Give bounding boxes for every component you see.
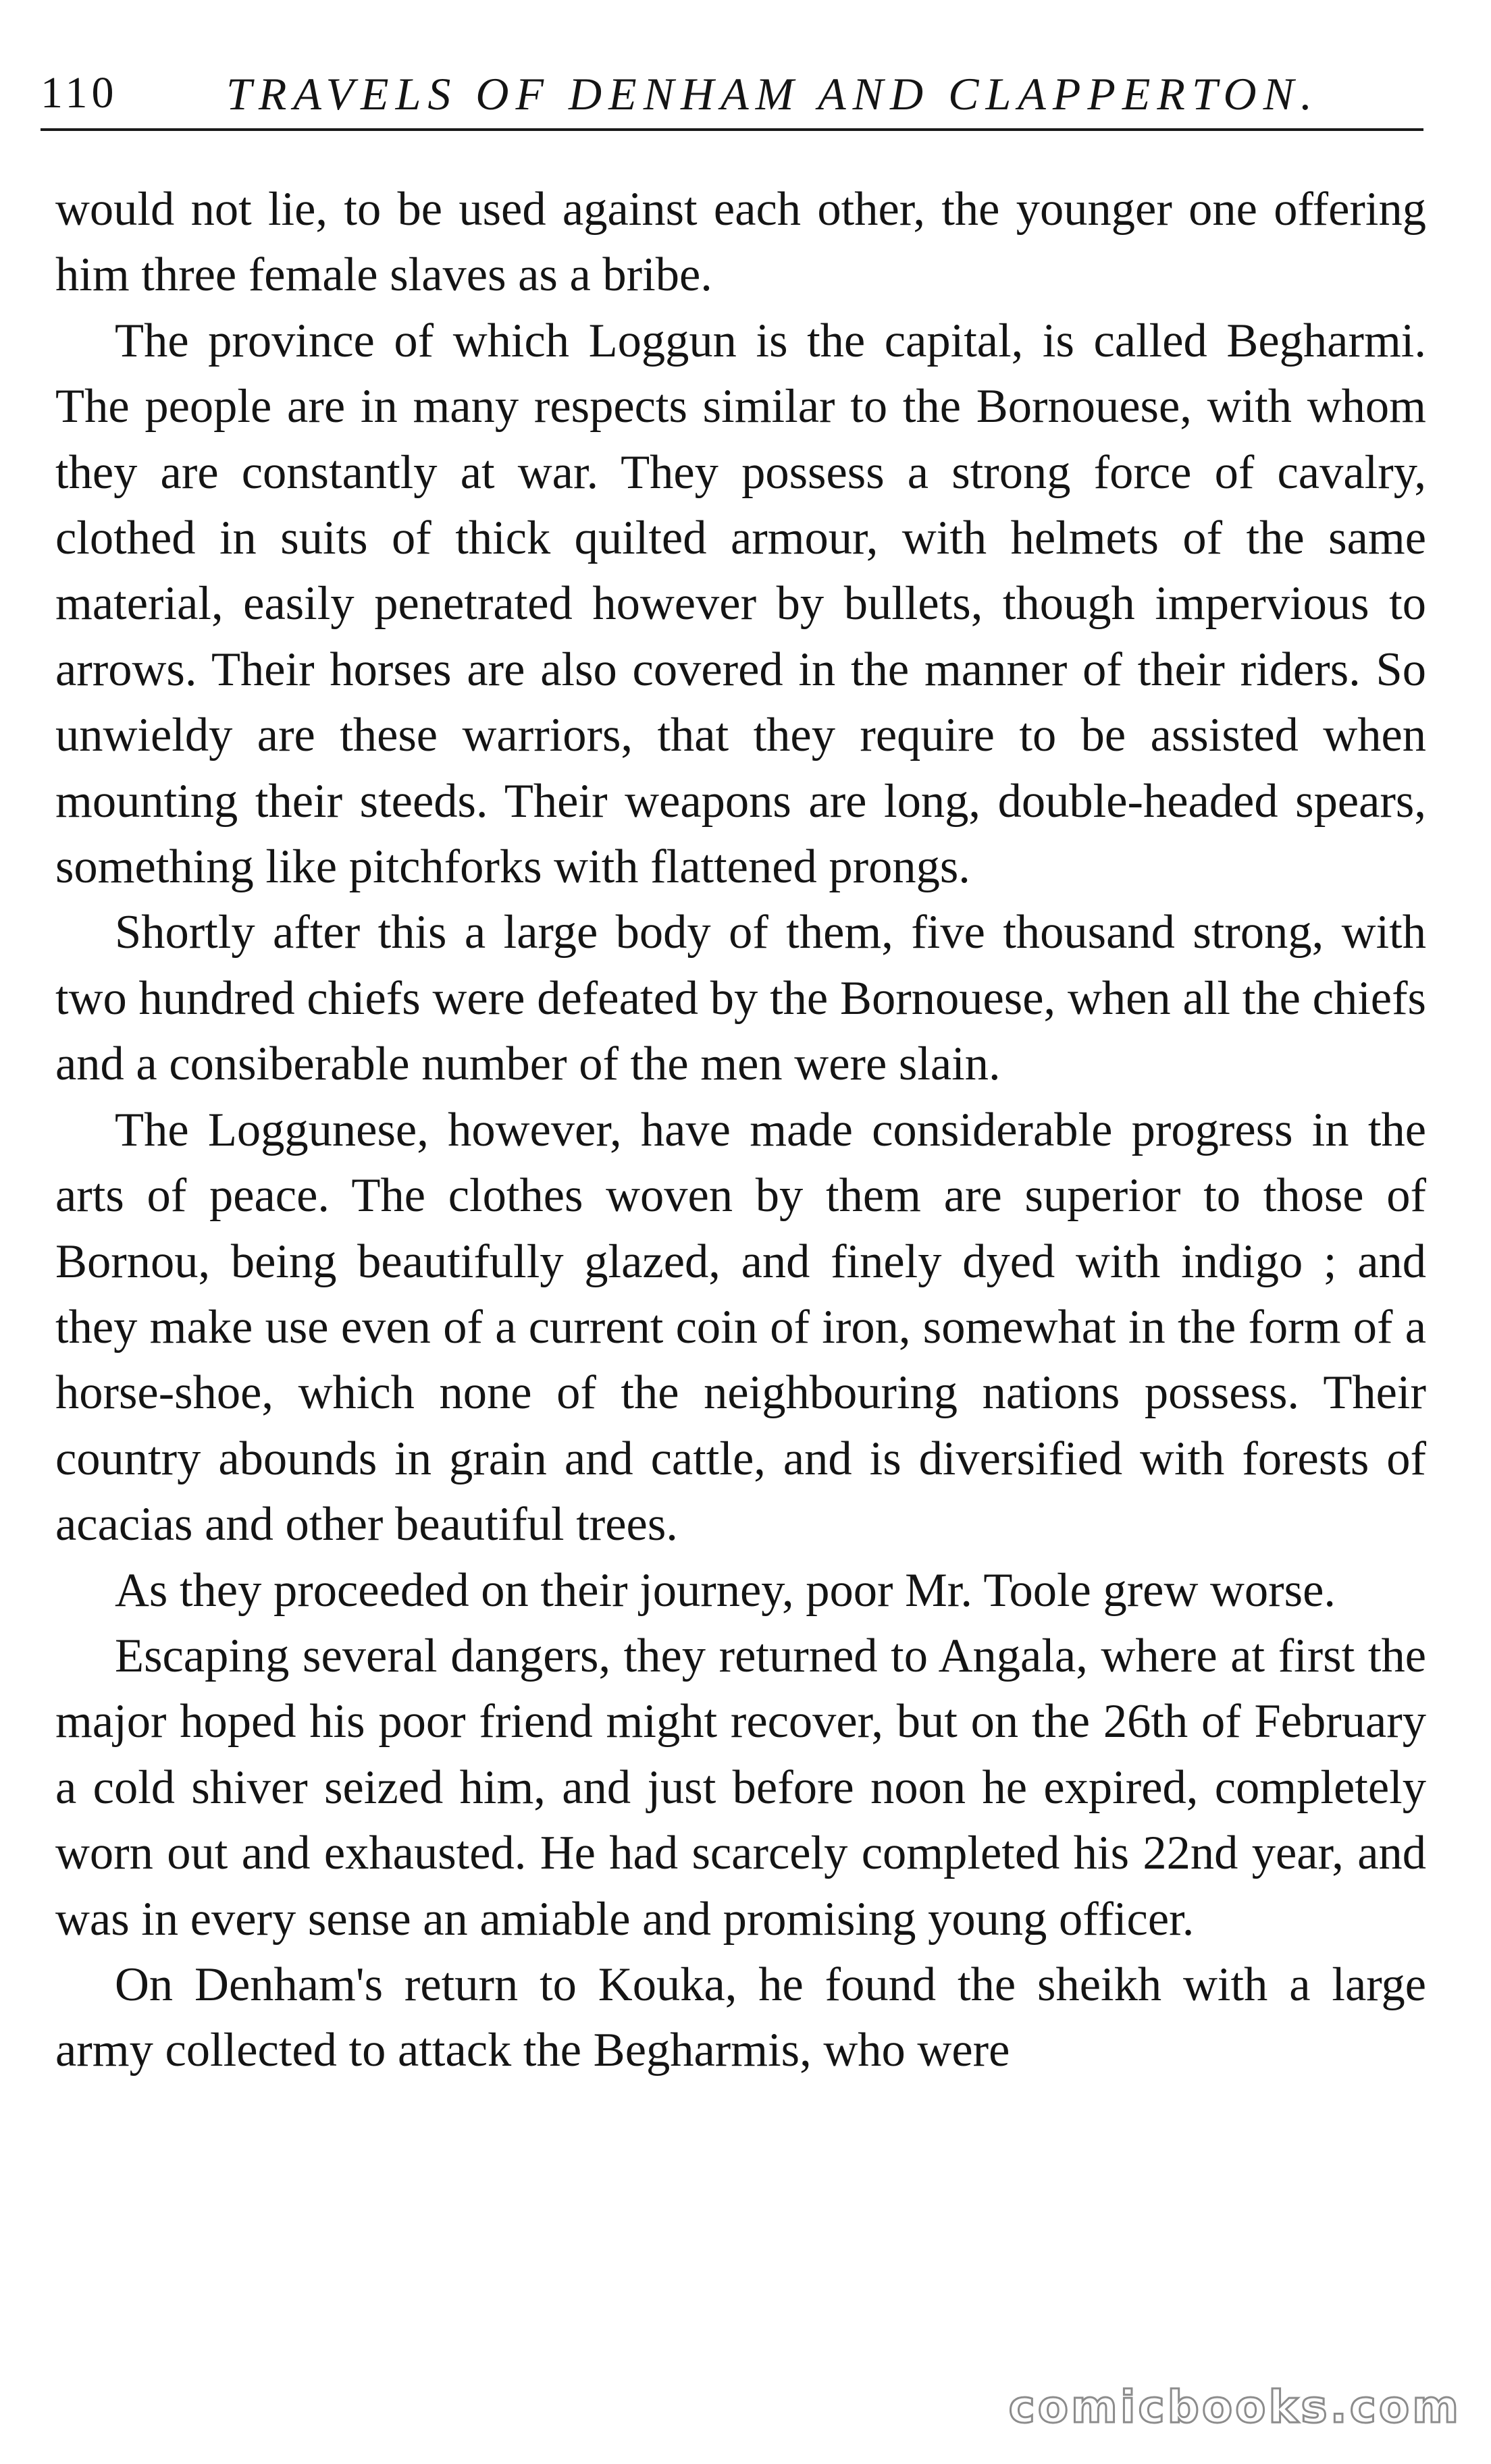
paragraph-defeat: Shortly after this a large body of them, five thousand strong, with two hundred chiefs were defeated by the Bornouese, when all the chiefs and a consiberable number of the men were slain. — [55, 906, 1426, 1091]
paragraph-toole: As they proceeded on their journey, poor Mr. Toole grew worse. — [115, 1563, 1336, 1617]
paragraph-begharmi: The province of which Loggun is the capital, is called Begharmi. The people are in many respects similar to the Bornouese, with whom they are constantly at war. They possess a strong force of cavalry, clothed in suits of thick quilted armour, with helmets of the same material, easily penetrated however by bullets, though impervious to arrows. Their horses are also covered in the manner of their riders. So unwieldy are these warriors, that they require to be assisted when mounting their steeds. Their weapons are long, double-headed spears, something like pitchforks with flattened prongs. — [55, 314, 1426, 894]
page-number: 110 — [41, 68, 118, 117]
paragraph-kouka: On Denham's return to Kouka, he found the sheikh with a large army collected to attack the Begharmis, who were — [55, 1958, 1426, 2077]
page-header — [41, 68, 1423, 122]
watermark: comicbooks.com — [1008, 2381, 1461, 2433]
body-text — [55, 177, 1426, 2084]
header-rule — [41, 128, 1423, 131]
paragraph-angala: Escaping several dangers, they returned to Angala, where at first the major hoped his poor friend might recover, but on the 26th of February a cold shiver seized him, and just before noon he expired, completely worn out and exhausted. He had scarcely completed his 22nd year, and was in every sense an amiable and promising young officer. — [55, 1629, 1426, 1946]
running-title: TRAVELS OF DENHAM AND CLAPPERTON. — [226, 68, 1319, 119]
paragraph-continued: would not lie, to be used against each other, the younger one offering him three female slaves as a bribe. — [55, 183, 1426, 302]
paragraph-loggunese: The Loggunese, however, have made considerable progress in the arts of peace. The clothes woven by them are superior to those of Bornou, being beautifully glazed, and finely dyed with indigo ; and they make use even of a current coin of iron, somewhat in the form of a horse-shoe, which none of the neighbouring nations possess. Their country abounds in grain and cattle, and is diversified with forests of acacias and other beautiful trees. — [55, 1103, 1426, 1551]
